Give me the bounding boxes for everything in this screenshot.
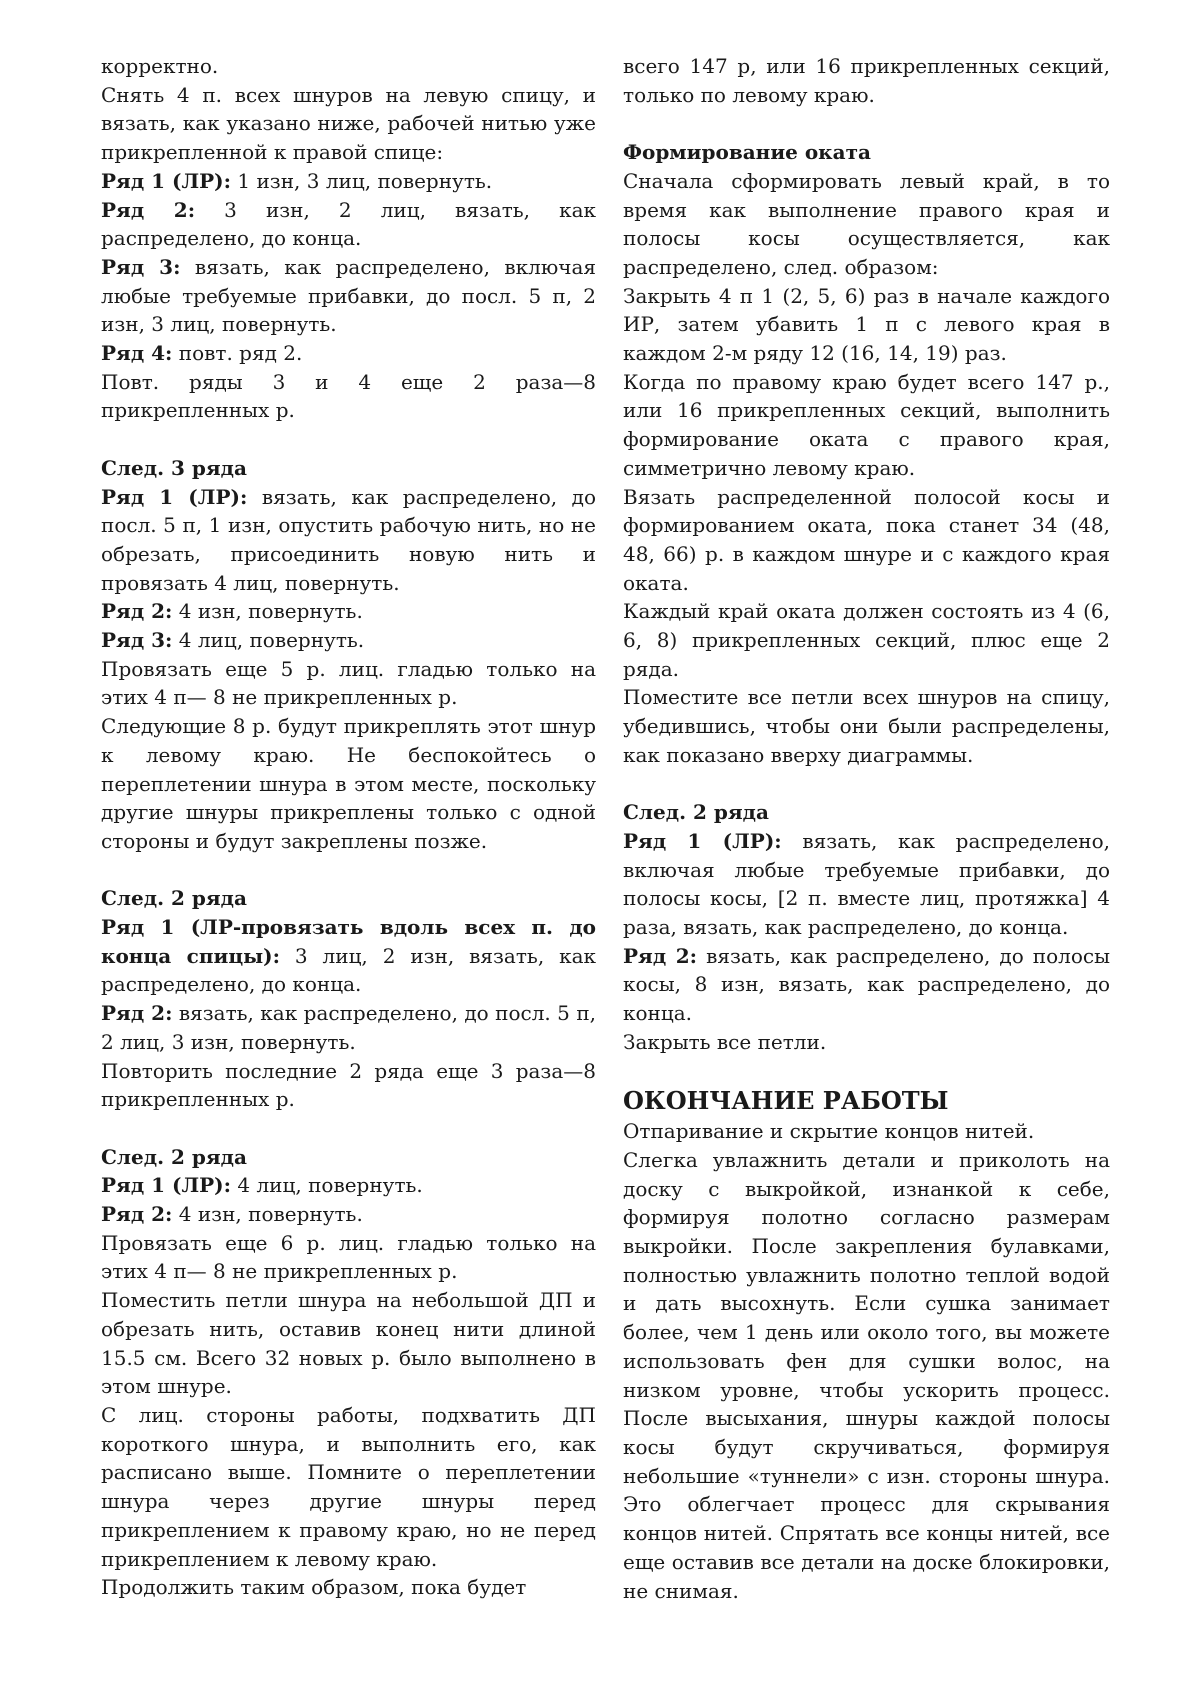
paragraph: С лиц. стороны работы, подхватить ДП короткого шнура, и выполнить его, как расписано выше. Помните о переплетении шнура через другие шнуры перед прикреплением к правому краю, но не перед прикреплением к левому краю.: [101, 1403, 596, 1571]
row-instruction: [101, 196, 596, 253]
paragraph: Следующие 8 р. будут прикреплять этот шнур к левому краю. Не беспокойтесь о переплетении шнура в этом месте, поскольку другие шнуры прикреплены только с одной стороны и будут закреплены позже.: [101, 714, 596, 853]
row-text: 1 изн, 3 лиц, повернуть.: [231, 168, 493, 193]
row-instruction: [101, 1200, 596, 1229]
row-label: Ряд 1 (ЛР-провязать вдоль всех п. до конца спицы):: [101, 915, 596, 968]
row-text: вязать, как распределено, включая любые требуемые прибавки, до посл. 5 п, 2 изн, 3 лиц, повернуть.: [101, 254, 596, 337]
row-label: Ряд 3:: [101, 628, 173, 653]
row-label: Ряд 1 (ЛР):: [101, 168, 232, 193]
section-heading: След. 2 ряда: [101, 886, 247, 911]
paragraph: Закрыть 4 п 1 (2, 5, 6) раз в начале каждого ИР, затем убавить 1 п с левого края в каждом 2-м ряду 12 (16, 14, 19) раз.: [623, 283, 1110, 366]
row-text: 4 изн, повернуть.: [172, 599, 363, 624]
row-label: Ряд 1 (ЛР):: [623, 828, 782, 853]
row-instruction: [623, 942, 1110, 1028]
row-text: вязать, как распределено, до посл. 5 п, 2 лиц, 3 изн, повернуть.: [101, 1001, 597, 1054]
row-text: вязать, как распределено, до полосы косы, 8 изн, вязать, как распределено, до конца.: [623, 943, 1111, 1026]
row-label: Ряд 2:: [101, 599, 173, 624]
right-column: [623, 52, 1110, 1605]
paragraph: Провязать еще 6 р. лиц. гладью только на этих 4 п— 8 не прикрепленных р.: [101, 1230, 596, 1284]
row-text: 3 изн, 2 лиц, вязать, как распределено, до конца.: [101, 197, 597, 251]
row-instruction: [101, 913, 596, 999]
paragraph: Закрыть все петли.: [623, 1029, 827, 1054]
spacer: [101, 856, 596, 885]
left-column: [101, 52, 596, 1602]
spacer: [623, 1057, 1110, 1086]
paragraph: Сначала сформировать левый край, в то время как выполнение правого края и полосы косы осуществляется, как распределено, след. образом:: [623, 168, 1110, 279]
paragraph: всего 147 р, или 16 прикрепленных секций, только по левому краю.: [623, 54, 1110, 107]
section-heading: Формирование оката: [623, 140, 871, 165]
paragraph: Отпаривание и скрытие концов нитей.: [623, 1119, 1035, 1144]
section-heading: След. 2 ряда: [623, 800, 769, 825]
paragraph: Провязать еще 5 р. лиц. гладью только на этих 4 п— 8 не прикрепленных р.: [101, 656, 596, 710]
paragraph: Слегка увлажнить детали и приколоть на доску с выкройкой, изнанкой к себе, формируя полотно согласно размерам выкройки. После закрепления булавками, полностью увлажнить полотно теплой водой и дать высохнуть. Если сушка занимает более, чем 1 день или около того, вы можете использовать фен для сушки волос, на низком уровне, чтобы ускорить процесс. После высыхания, шнуры каждой полосы косы будут скручиваться, формируя небольшие «туннели» с изн. стороны шнура. Это облегчает процесс для скрывания концов нитей. Спрятать все концы нитей, все еще оставив все детали на доске блокировки, не снимая.: [623, 1147, 1110, 1603]
paragraph: Повт. ряды 3 и 4 еще 2 раза—8 прикрепленных р.: [101, 369, 596, 423]
row-label: Ряд 4:: [101, 341, 173, 366]
paragraph: корректно.: [101, 54, 219, 78]
row-instruction: [623, 827, 1110, 942]
row-instruction: [101, 167, 596, 196]
row-label: Ряд 2:: [623, 943, 698, 968]
row-text: 3 лиц, 2 изн, вязать, как распределено, до конца.: [101, 943, 596, 997]
row-label: Ряд 3:: [101, 254, 181, 279]
paragraph: Вязать распределенной полосой косы и формированием оката, пока станет 34 (48, 48, 66) р. в каждом шнуре и с каждого края оката.: [623, 484, 1110, 595]
row-label: Ряд 2:: [101, 1001, 173, 1026]
spacer: [101, 425, 596, 454]
section-heading: След. 3 ряда: [101, 455, 247, 480]
row-label: Ряд 1 (ЛР):: [101, 484, 248, 509]
paragraph: Каждый край оката должен состоять из 4 (6, 6, 8) прикрепленных секций, плюс еще 2 ряда.: [623, 599, 1110, 681]
row-label: Ряд 2:: [101, 197, 196, 222]
row-text: вязать, как распределено, включая любые требуемые прибавки, до полосы косы, [2 п. вместе лиц, протяжка] 4 раза, вязать, как распределено, до конца.: [623, 828, 1110, 940]
row-instruction: [101, 999, 596, 1056]
paragraph: Снять 4 п. всех шнуров на левую спицу, и вязать, как указано ниже, рабочей нитью уже прикрепленной к правой спице:: [101, 82, 596, 165]
row-instruction: [101, 1171, 596, 1200]
row-text: вязать, как распределено, до посл. 5 п, 1 изн, опустить рабочую нить, но не обрезать, присоединить новую нить и провязать 4 лиц, повернуть.: [101, 484, 596, 595]
paragraph: Поместите все петли всех шнуров на спицу, убедившись, чтобы они были распределены, как показано вверху диаграммы.: [623, 685, 1110, 767]
row-text: повт. ряд 2.: [172, 341, 303, 366]
row-text: 4 лиц, повернуть.: [231, 1173, 423, 1198]
spacer: [623, 109, 1110, 138]
row-label: Ряд 1 (ЛР):: [101, 1173, 232, 1198]
section-heading-large: ОКОНЧАНИЕ РАБОТЫ: [623, 1086, 949, 1116]
section-heading: След. 2 ряда: [101, 1144, 247, 1169]
spacer: [101, 1114, 596, 1143]
row-instruction: [101, 339, 596, 368]
row-text: 4 лиц, повернуть.: [172, 628, 365, 653]
row-instruction: [101, 253, 596, 339]
row-instruction: [101, 626, 596, 655]
row-text: 4 изн, повернуть.: [172, 1202, 363, 1227]
paragraph: Продолжить таким образом, пока будет: [101, 1575, 527, 1600]
paragraph: Когда по правому краю будет всего 147 р., или 16 прикрепленных секций, выполнить формирование оката с правого края, симметрично левому краю.: [623, 369, 1110, 480]
row-instruction: [101, 597, 596, 626]
spacer: [623, 770, 1110, 799]
row-instruction: [101, 483, 596, 598]
paragraph: Повторить последние 2 ряда еще 3 раза—8 прикрепленных р.: [101, 1058, 596, 1112]
row-label: Ряд 2:: [101, 1202, 173, 1227]
paragraph: Поместить петли шнура на небольшой ДП и обрезать нить, оставив конец нити длиной 15.5 см. Всего 32 новых р. было выполнено в этом шнуре.: [101, 1288, 596, 1399]
